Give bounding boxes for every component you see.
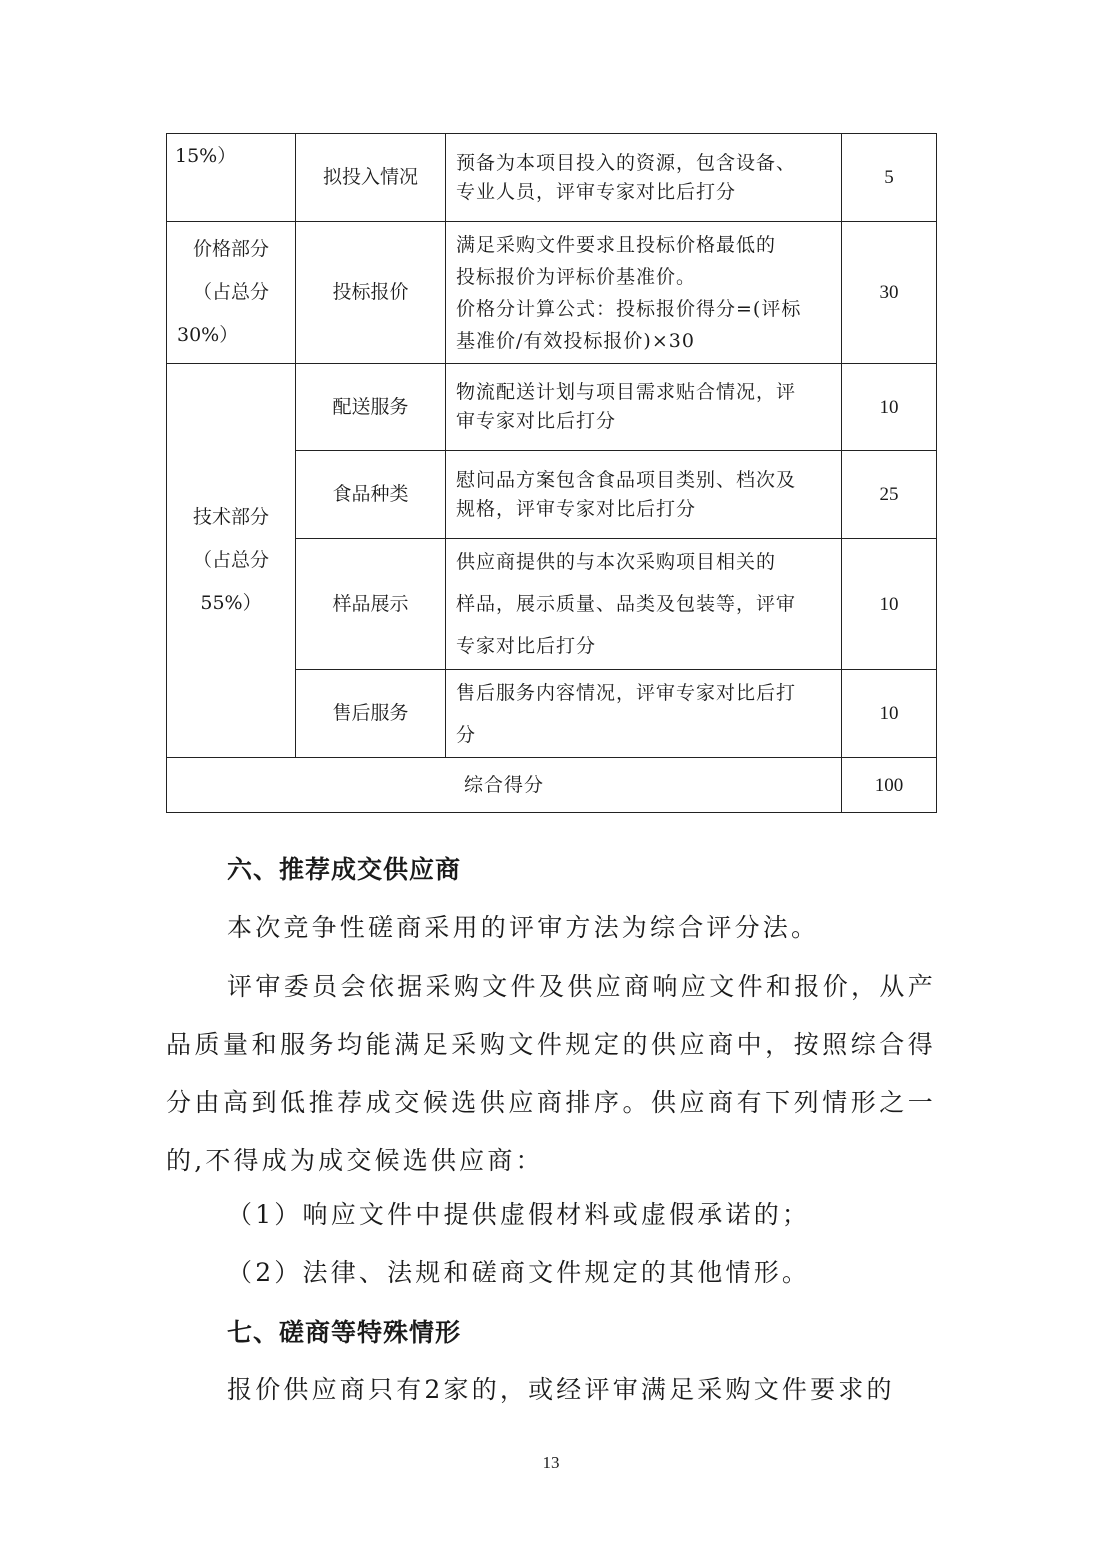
item-cell: 样品展示 [296,539,446,670]
scoring-table [166,133,937,813]
description-cell [446,539,842,670]
item-cell: 食品种类 [296,451,446,539]
description-line: 售后服务内容情况，评审专家对比后打 [456,681,797,704]
paragraph: 本次竞争性磋商采用的评审方法为综合评分法。 [227,913,820,942]
category-cell: 15%） [167,134,296,222]
score-cell: 25 [842,451,937,539]
description-line: 满足采购文件要求且投标价格最低的 [456,233,777,256]
list-item: （2）法律、法规和磋商文件规定的其他情形。 [227,1258,811,1287]
description-line: 预备为本项目投入的资源，包含设备、 [456,151,797,174]
item-cell: 售后服务 [296,670,446,758]
description-cell [446,451,842,539]
category-line: 55%） [200,592,262,614]
category-line: 价格部分 [192,238,269,260]
description-cell [446,134,842,222]
description-line: 价格分计算公式：投标报价得分=(评标 [456,297,802,320]
description-line: 慰问品方案包含食品项目类别、档次及 [456,468,797,491]
score-cell: 30 [842,222,937,364]
table-row [167,222,937,364]
description-line: 专业人员，评审专家对比后打分 [456,180,737,203]
category-line: （占总分 [192,281,269,303]
section-heading: 六、推荐成交供应商 [227,855,462,884]
score-cell: 10 [842,539,937,670]
item-cell: 配送服务 [296,364,446,451]
description-cell [446,670,842,758]
table-row [167,134,937,222]
table-row [167,364,937,451]
category-cell [167,222,296,364]
paragraph: 报价供应商只有2家的，或经评审满足采购文件要求的 [227,1375,895,1404]
category-line: （占总分 [192,549,269,571]
item-cell: 投标报价 [296,222,446,364]
description-line: 分 [456,723,477,746]
description-line: 样品，展示质量、品类及包装等，评审 [456,593,797,615]
description-line: 规格，评审专家对比后打分 [456,497,697,520]
description-cell [446,222,842,364]
total-label: 综合得分 [167,758,842,813]
description-line: 审专家对比后打分 [456,410,617,432]
description-line: 专家对比后打分 [456,635,597,657]
score-cell: 10 [842,670,937,758]
total-score: 100 [842,758,937,813]
description-line: 供应商提供的与本次采购项目相关的 [456,551,777,573]
paragraph: 评审委员会依据采购文件及供应商响应文件和报价，从产品质量和服务均能满足采购文件规定的供应商中，按照综合得分由高到低推荐成交候选供应商排序。供应商有下列情形之一的,不得成为成交候选供应商： [166,972,936,1175]
score-cell: 5 [842,134,937,222]
category-line: 技术部分 [192,506,269,528]
description-line: 基准价/有效投标报价)×30 [456,329,695,352]
page-number: 13 [542,1453,560,1472]
table-total-row [167,758,937,813]
description-line: 投标报价为评标价基准价。 [456,265,697,288]
score-cell: 10 [842,364,937,451]
category-cell [167,364,296,758]
item-cell: 拟投入情况 [296,134,446,222]
category-line: 30%） [177,324,239,346]
section-heading: 七、磋商等特殊情形 [227,1318,462,1347]
description-line: 物流配送计划与项目需求贴合情况，评 [456,381,797,403]
description-cell [446,364,842,451]
list-item: （1）响应文件中提供虚假材料或虚假承诺的； [227,1200,811,1229]
